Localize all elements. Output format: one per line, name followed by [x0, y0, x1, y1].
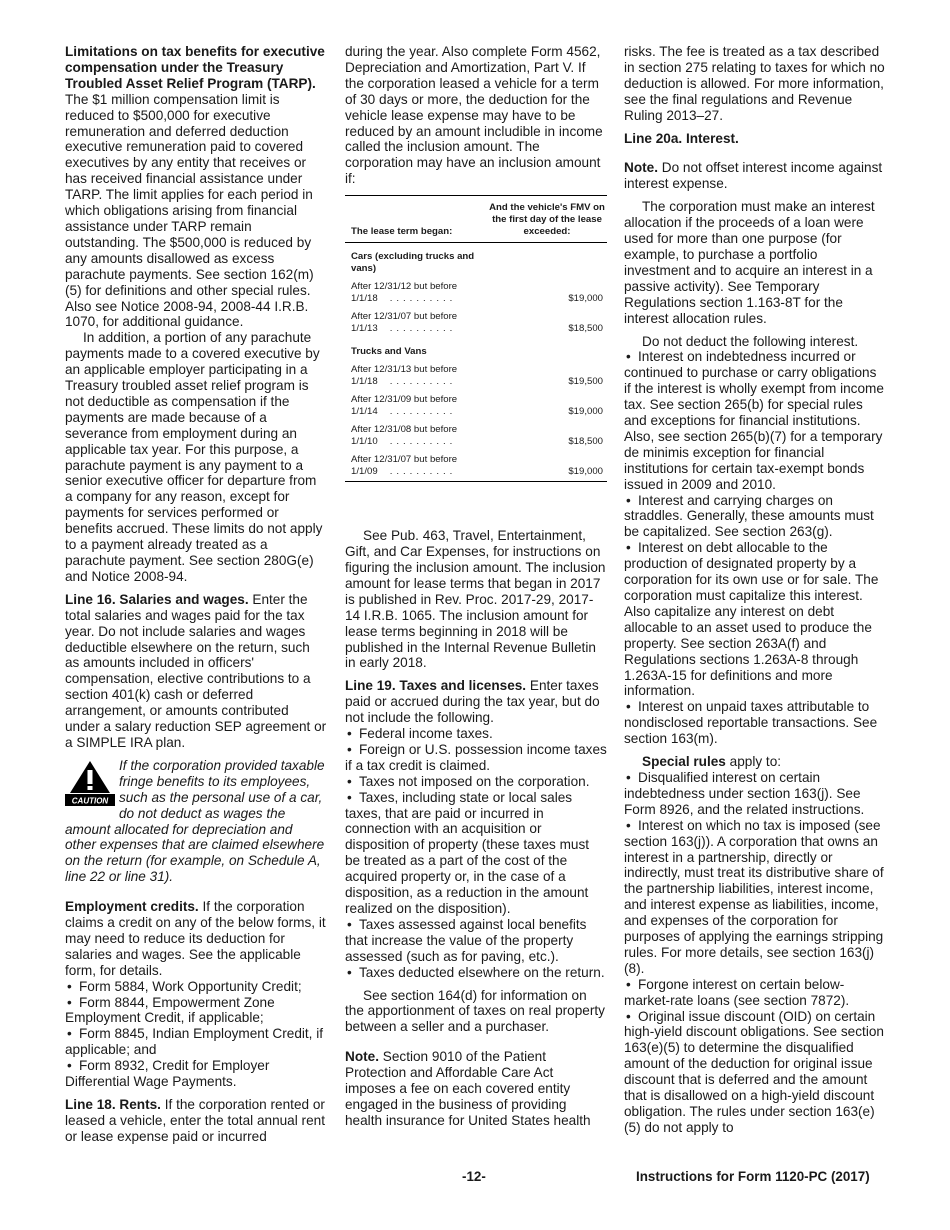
list-item: • Taxes not imposed on the corporation. — [345, 774, 607, 790]
employment-credits-heading: Employment credits. — [65, 899, 199, 915]
table-cell-label: After 12/31/08 but before 1/1/10 .......... — [351, 424, 458, 448]
table-row — [345, 451, 607, 482]
list-item: • Federal income taxes. — [345, 726, 607, 742]
line19-heading: Line 19. Taxes and licenses. — [345, 678, 527, 694]
caution-text: If the corporation provided taxable fringe benefits to its employees, such as the personal use of a car, do not deduct as wages the amount allocated for depreciation and other expenses that are claimed elsewhere on the return (for example, on Schedule A, line 22 or line 31). — [65, 757, 325, 885]
line20a-heading: Line 20a. Interest. — [624, 130, 739, 146]
column-middle — [345, 44, 607, 1129]
line18-text: If the corporation rented or leased a vehicle, enter the total annual rent or lease expense paid or incurred — [65, 1097, 325, 1144]
special-rules-heading: Special rules — [642, 754, 726, 770]
do-not-deduct-paragraph: Do not deduct the following interest. — [642, 333, 859, 349]
note-paragraph — [345, 1049, 607, 1129]
list-item: • Interest on debt allocable to the production of designated property by a corporation for its own use or for sale. The corporation must capitalize this interest. Also capitalize any interest on debt allocable to an asset used to produce the property. See section 263A(f) and Regulations sections 1.263A-8 through 1.263A-15 for definitions and more information. — [624, 540, 886, 699]
list-item: • Forgone interest on certain below-market-rate loans (see section 7872). — [624, 977, 886, 1009]
caution-label: CAUTION — [71, 796, 109, 806]
line18-paragraph — [65, 1097, 327, 1145]
list-item: • Original issue discount (OID) on certain high-yield discount obligations. See section 163(e)(5) to determine the disqualified amount of the deduction for original issue discount that is deferred and the amount that is disallowed on a high-yield discount obligation. The rules under section 163(e)(5) do not apply to — [624, 1009, 886, 1136]
table-row — [345, 361, 607, 391]
note-label: Note. — [624, 160, 658, 176]
list-item: • Interest on indebtedness incurred or continued to purchase or carry obligations if the interest is wholly exempt from income tax. See section 265(b) for special rules and exceptions for financial institutions. Also, see section 265(b)(7) for a temporary de minimis exception for financial institutions for certain tax-exempt bonds issued in 2009 and 2010. — [624, 349, 886, 492]
sec164-paragraph: See section 164(d) for information on the apportionment of taxes on real property between a seller and a purchaser. — [345, 987, 605, 1035]
table-header-row — [345, 196, 607, 243]
table-cell-label: After 12/31/12 but before 1/1/18 .......... — [351, 281, 458, 305]
fee-continued: risks. The fee is treated as a tax described in section 275 relating to taxes for which no deduction is allowed. For more information, see the final regulations and Revenue Ruling 2013–27. — [624, 44, 885, 123]
list-item: • Taxes deducted elsewhere on the return. — [345, 965, 607, 981]
form-title: Instructions for Form 1120-PC (2017) — [636, 1169, 870, 1184]
note-text: Do not offset interest income against interest expense. — [624, 160, 883, 192]
employment-credits-paragraph — [65, 899, 327, 979]
line16-text: Enter the total salaries and wages paid for the tax year. Do not include salaries and wages deductible elsewhere on the return, such as amounts included in officers' compensation, elective contributions to a section 401(k) cash or deferred arrangement, or amounts contributed under a salary reduction SEP agreement or a SIMPLE IRA plan. — [65, 591, 327, 750]
inclusion-amount-table — [345, 195, 607, 482]
table-cell-label: After 12/31/07 but before 1/1/13 .......... — [351, 311, 458, 335]
table-group-cars: Cars (excluding trucks and vans) — [351, 251, 475, 275]
special-rules-text: apply to: — [729, 754, 782, 770]
line16-paragraph — [65, 592, 327, 751]
line19-paragraph — [345, 678, 607, 726]
list-item: • Foreign or U.S. possession income taxes if a tax credit is claimed. — [345, 742, 607, 774]
list-item: • Interest on unpaid taxes attributable to nondisclosed reportable transactions. See section 163(m). — [624, 699, 886, 747]
table-cell-label: After 12/31/13 but before 1/1/18 .......... — [351, 364, 458, 388]
list-item: • Form 8932, Credit for Employer Differential Wage Payments. — [65, 1058, 327, 1090]
table-cell-amount: $19,000 — [568, 406, 603, 418]
list-item: • Form 5884, Work Opportunity Credit; — [65, 979, 327, 995]
table-row — [345, 278, 607, 308]
table-row — [345, 391, 607, 421]
column-left — [65, 44, 327, 1145]
list-item: • Form 8844, Empowerment Zone Employment Credit, if applicable; — [65, 995, 327, 1027]
table-cell-amount: $19,000 — [568, 466, 603, 478]
table-cell-label: After 12/31/07 but before 1/1/09 .......... — [351, 454, 458, 478]
list-item: • Disqualified interest on certain indebtedness under section 163(j). See Form 8926, and the related instructions. — [624, 770, 886, 818]
caution-note — [65, 758, 327, 885]
tarp-paragraph — [65, 44, 327, 330]
list-item: • Interest and carrying charges on straddles. Generally, these amounts must be capitalized. See section 263(g). — [624, 493, 886, 541]
list-item: • Interest on which no tax is imposed (see section 163(j)). A corporation that owns an interest in a partnership, directly or indirectly, must treat its distributive share of the partnership liabilities, interest income, and interest expense as liabilities, income, and expenses of the corporation for purposes of applying the earnings stripping rules. For more details, see section 163(j)(8). — [624, 818, 886, 977]
rents-continued: during the year. Also complete Form 4562, Depreciation and Amortization, Part V. If the corporation leased a vehicle for a term of 30 days or more, the deduction for the vehicle lease expense may have to be reduced by an amount includible in income called the inclusion amount. The corporation may have an inclusion amount if: — [345, 44, 603, 187]
table-cell-amount: $18,500 — [568, 323, 603, 335]
interest-note-paragraph — [624, 160, 886, 192]
line16-heading: Line 16. Salaries and wages. — [65, 591, 249, 607]
list-item: • Taxes assessed against local benefits that increase the value of the property assessed (such as for paving, etc.). — [345, 917, 607, 965]
table-cell-amount: $19,000 — [568, 293, 603, 305]
table-group-trucks: Trucks and Vans — [351, 346, 427, 358]
column-right — [624, 44, 886, 1136]
list-item: • Taxes, including state or local sales taxes, that are paid or incurred in connection with an acquisition or disposition of property (these taxes must be treated as a part of the cost of the acquired property or, in the case of a disposition, as a reduction in the amount realized on the disposition). — [345, 790, 607, 917]
tarp-heading: Limitations on tax benefits for executive compensation under the Treasury Troubled Asset Relief Program (TARP). — [65, 44, 325, 91]
allocation-paragraph: The corporation must make an interest allocation if the proceeds of a loan were used for more than one purpose (for example, to purchase a portfolio investment and to acquire an interest in a passive activity). See Temporary Regulations section 1.163-8T for the interest allocation rules. — [624, 199, 875, 326]
table-cell-label: After 12/31/09 but before 1/1/14 .......... — [351, 394, 458, 418]
list-item: • Form 8845, Indian Employment Credit, if applicable; and — [65, 1026, 327, 1058]
caution-icon — [65, 760, 115, 806]
table-row — [345, 421, 607, 451]
line18-heading: Line 18. Rents. — [65, 1097, 161, 1112]
special-rules-paragraph — [624, 754, 886, 770]
table-group-row — [345, 338, 607, 361]
table-row — [345, 308, 607, 338]
table-cell-amount: $19,500 — [568, 376, 603, 388]
pub463-paragraph: See Pub. 463, Travel, Entertainment, Gift, and Car Expenses, for instructions on figuring the inclusion amount. The inclusion amount for lease terms that began in 2017 is published in Rev. Proc. 2017-29, 2017-14 I.R.B. 1065. The inclusion amount for lease terms beginning in 2018 will be published in the Internal Revenue Bulletin in early 2018. — [345, 528, 606, 671]
table-cell-amount: $18,500 — [568, 436, 603, 448]
tarp-text: The $1 million compensation limit is reduced to $500,000 for executive remuneration and deferred deduction executive remuneration paid to covered executives by any entity that receives or has received financial assistance under TARP. The limit applies for each period in which obligations arising from financial assistance under TARP remain outstanding. The $500,000 is reduced by any amounts disallowed as excess parachute payments. See section 162(m)(5) for definitions and other special rules. Also see Notice 2008-94, 2008-44 I.R.B. 1070, for additional guidance. — [65, 91, 314, 330]
page-number: -12- — [462, 1169, 486, 1184]
table-group-row — [345, 243, 607, 279]
parachute-paragraph: In addition, a portion of any parachute payments made to a covered executive by an applicable employer participating in a Treasury troubled asset relief program is not deductible as compensation if the payments are made because of a severance from employment during an applicable tax year. For this purpose, a parachute payment is any payment to a senior executive officer for departure from a company for any reason, except for payments for services performed or benefits accrued. These limits do not apply to a payment already treated as a parachute payment. See section 280G(e) and Notice 2008-94. — [65, 330, 323, 584]
line19-text: Enter taxes paid or accrued during the tax year, but do not include the following. — [345, 678, 600, 726]
table-header-fmv: And the vehicle's FMV on the first day of the lease exceeded: — [489, 202, 605, 238]
table-header-lease-term: The lease term began: — [351, 226, 453, 238]
note-text: Section 9010 of the Patient Protection and Affordable Care Act imposes a fee on each covered entity engaged in the business of providing health insurance for United States health — [345, 1049, 591, 1128]
employment-credits-text: If the corporation claims a credit on any of the below forms, it may need to reduce its deduction for salaries and wages. See the applicable form, for details. — [65, 899, 326, 978]
note-label: Note. — [345, 1049, 379, 1065]
